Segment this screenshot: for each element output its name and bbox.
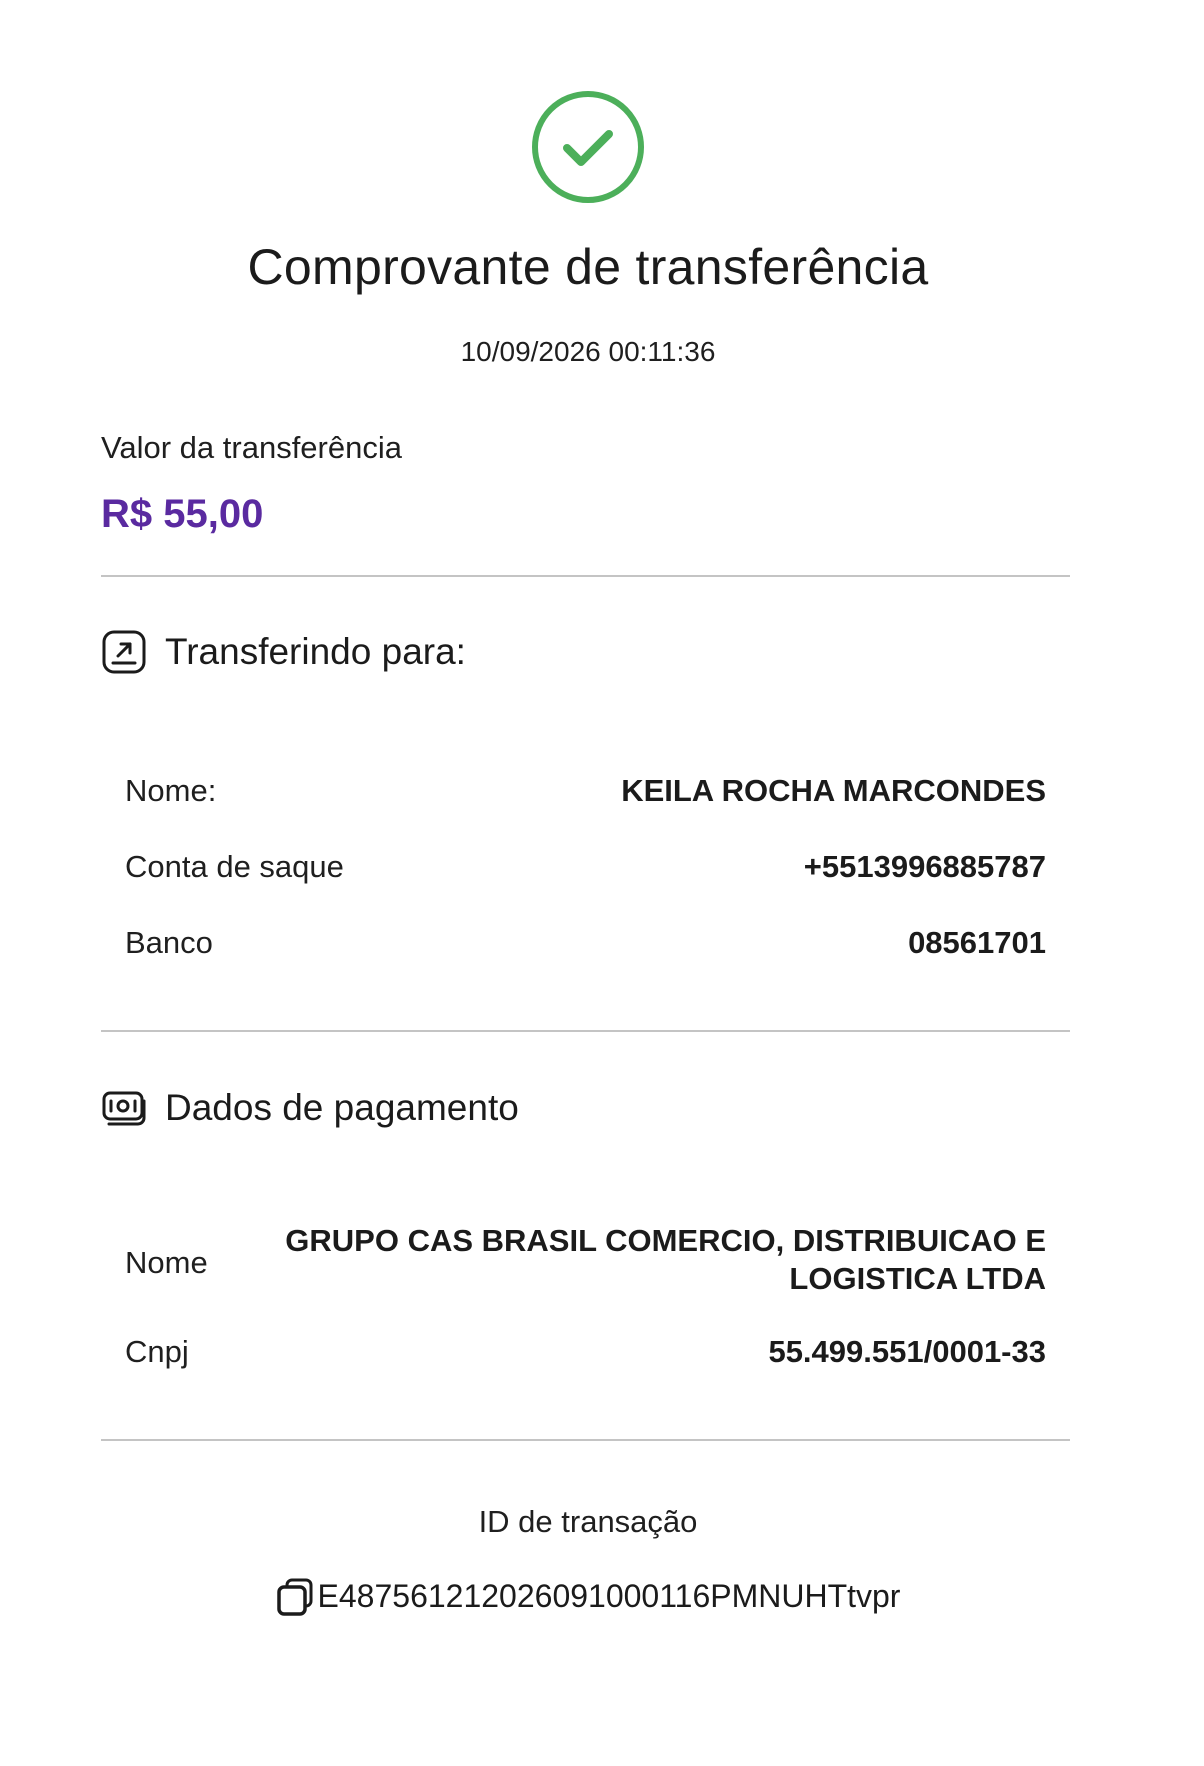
check-circle-icon [531,90,645,204]
timestamp: 10/09/2026 00:11:36 [460,336,716,367]
recipient-name-value: KEILA ROCHA MARCONDES [621,773,1046,808]
divider [101,1439,1070,1441]
payment-name-value: GRUPO CAS BRASIL COMERCIO, DISTRIBUICAO E LOGISTICA LTDA [285,1223,1046,1296]
transaction-id-row[interactable] [0,1576,1176,1616]
recipient-section-header [101,627,466,677]
transfer-out-icon [101,629,147,675]
recipient-bank-label: Banco [125,925,213,960]
recipient-section-title: Transferindo para: [165,631,466,672]
divider [101,1030,1070,1032]
recipient-name-label: Nome: [125,773,217,808]
page-title: Comprovante de transferência [247,239,929,295]
recipient-account-value: +5513996885787 [803,849,1046,884]
transaction-id-label: ID de transação [478,1504,698,1539]
amount-value: R$ 55,00 [101,492,264,536]
payment-section-title: Dados de pagamento [165,1087,519,1128]
amount-label: Valor da transferência [101,430,402,465]
recipient-bank-value: 08561701 [908,925,1046,960]
cash-icon [101,1085,147,1131]
payment-section-header [101,1083,519,1133]
divider [101,575,1070,577]
payment-cnpj-label: Cnpj [125,1334,189,1369]
copy-icon[interactable] [276,1576,314,1616]
payment-cnpj-value: 55.499.551/0001-33 [768,1334,1046,1369]
transaction-id-value: E487561212026091000116PMNUHTtvpr [317,1577,901,1614]
payment-name-label: Nome [125,1245,208,1280]
recipient-account-label: Conta de saque [125,849,344,884]
